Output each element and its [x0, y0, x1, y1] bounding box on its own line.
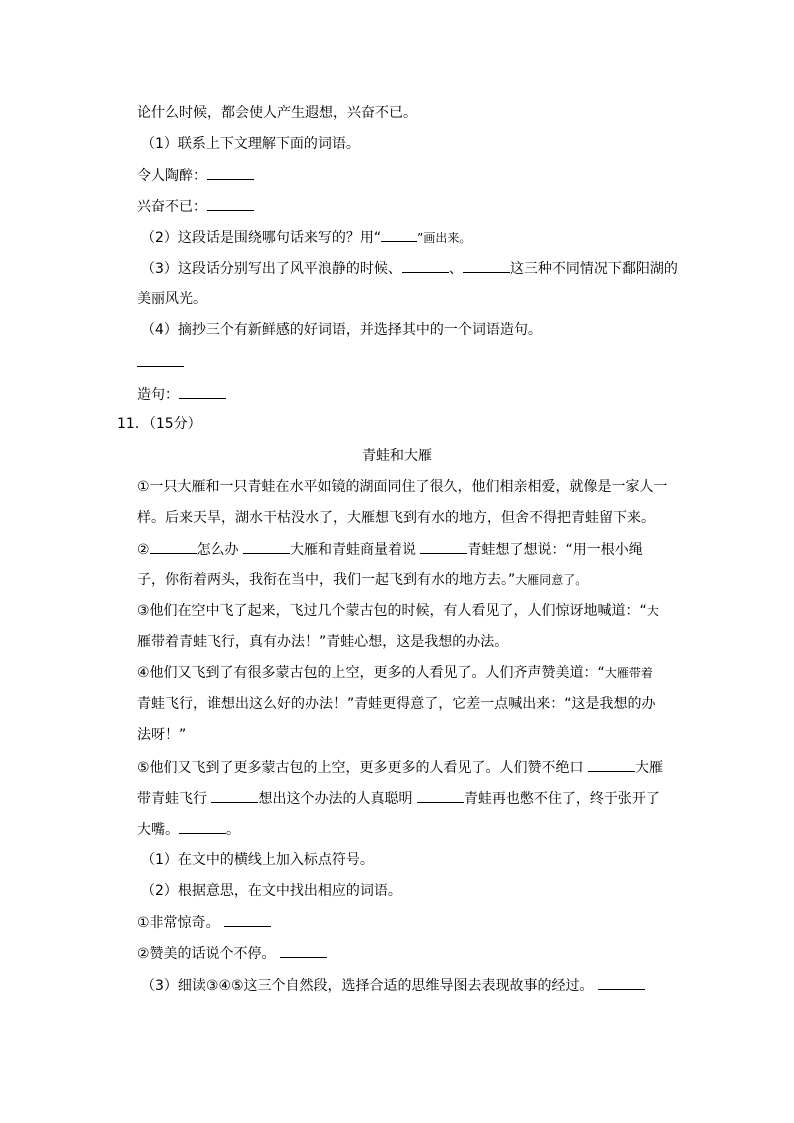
p4-text-small: 大雁带着 [604, 666, 653, 680]
p2-text: 怎么办 [196, 542, 239, 558]
p4-line3: 法呀！” [137, 727, 187, 743]
q11-sub2-i [137, 912, 271, 933]
answer-blank[interactable] [150, 539, 197, 554]
p2-text-small: 大雁同意了。 [515, 573, 588, 587]
answer-blank[interactable] [280, 943, 327, 958]
q10-sub1: （1）联系上下文理解下面的词语。 [141, 136, 360, 152]
q10-intro-tail: 论什么时候，都会使人产生遐想，兴奋不已。 [137, 105, 417, 121]
answer-blank[interactable] [179, 384, 226, 399]
q10-sub4-answer [137, 352, 184, 373]
p5-text: 想出这个办法的人真聪明 [258, 791, 413, 807]
p5-line1 [137, 757, 663, 778]
sub2-text-end: ”画出来。 [417, 231, 472, 245]
q10-word2 [137, 196, 254, 217]
p3-text-small: 大 [646, 604, 659, 618]
answer-blank[interactable] [137, 352, 184, 367]
q10-sub4: （4）摘抄三个有新鲜感的好词语，并选择其中的一个词语造句。 [141, 322, 542, 338]
passage-title: 青蛙和大雁 [362, 448, 432, 464]
p4-line2: 青蛙飞行，谁想出这么好的办法！”青蛙更得意了，它差一点喊出来：“这是我想的办 [137, 696, 656, 712]
answer-blank[interactable] [243, 539, 290, 554]
p2-text: 子，你衔着两头，我衔在当中，我们一起飞到有水的地方去。” [137, 572, 516, 588]
sub3-text: （3）细读③④⑤这三个自然段，选择合适的思维导图去表现故事的经过。 [141, 978, 594, 994]
p1-line2: 样。后来天旱，湖水干枯没水了，大雁想飞到有水的地方，但舍不得把青蛙留下来。 [137, 510, 655, 526]
answer-blank[interactable] [211, 788, 258, 803]
answer-blank[interactable] [224, 912, 271, 927]
q11-sub3 [141, 975, 645, 996]
answer-blank[interactable] [463, 258, 510, 273]
sub3-text: （3）这段话分别写出了风平浪静的时候、 [141, 261, 402, 277]
p2-text: 大雁和青蛙商量着说 [290, 542, 417, 558]
underline-sample [381, 227, 417, 242]
answer-blank[interactable] [207, 196, 254, 211]
q11-sub2-ii [137, 943, 327, 964]
answer-blank[interactable] [207, 165, 254, 180]
answer-blank[interactable] [598, 975, 645, 990]
sub2-text: （2）这段话是围绕哪句话来写的？用“ [141, 230, 382, 246]
p5-text: ⑤他们又飞到了更多蒙古包的上空，更多更多的人看见了。人们赞不绝口 [137, 760, 584, 776]
p4-text: ④他们又飞到了有很多蒙古包的上空，更多的人看见了。人们齐声赞美道：“ [137, 665, 605, 681]
word2-label: 兴奋不已： [137, 199, 207, 215]
p3-line2: 雁带着青蛙飞行，真有办法！”青蛙心想，这是我想的办法。 [137, 634, 509, 650]
p2-line2 [137, 570, 587, 590]
p2-text: 青蛙想了想说：“用一根小绳 [467, 542, 643, 558]
answer-blank[interactable] [179, 819, 226, 834]
p5-line3 [137, 819, 240, 840]
p5-text: 青蛙再也憋不住了，终于张开了 [463, 791, 660, 807]
q11-number: 11．（15分） [117, 416, 202, 432]
answer-blank[interactable] [417, 788, 464, 803]
p5-text: 大嘴。 [137, 822, 179, 838]
q10-sub3 [141, 258, 678, 279]
p1-line1: ①一只大雁和一只青蛙在水平如镜的湖面同住了很久，他们相亲相爱，就像是一家人一 [137, 479, 668, 495]
p5-line2 [137, 788, 660, 809]
p2-num: ② [137, 542, 150, 558]
q11-sub2: （2）根据意思，在文中找出相应的词语。 [141, 883, 402, 899]
q10-word1 [137, 165, 254, 186]
zaoju-label: 造句： [137, 387, 179, 403]
word1-label: 令人陶醉： [137, 168, 207, 184]
q10-sub3-cont: 美丽风光。 [137, 291, 207, 307]
p3-line1 [137, 601, 659, 621]
sub2-ii-text: ②赞美的话说个不停。 [137, 946, 276, 962]
q10-sub2 [141, 227, 471, 248]
p4-line1 [137, 663, 653, 683]
p5-text: 。 [226, 822, 240, 838]
answer-blank[interactable] [588, 757, 635, 772]
sub2-i-text: ①非常惊奇。 [137, 915, 220, 931]
answer-blank[interactable] [402, 258, 449, 273]
p2-line1 [137, 539, 643, 560]
p5-text: 大雁 [635, 760, 664, 776]
p5-text: 带青蛙飞行 [137, 791, 207, 807]
q11-sub1: （1）在文中的横线上加入标点符号。 [141, 852, 374, 868]
sub3-text-2: 这三种不同情况下鄱阳湖的 [509, 261, 678, 277]
sub3-sep: 、 [448, 261, 463, 277]
p3-text: ③他们在空中飞了起来，飞过几个蒙古包的时候，有人看见了，人们惊讶地喊道：“ [137, 603, 647, 619]
answer-blank[interactable] [420, 539, 467, 554]
q10-zaoju [137, 384, 226, 405]
